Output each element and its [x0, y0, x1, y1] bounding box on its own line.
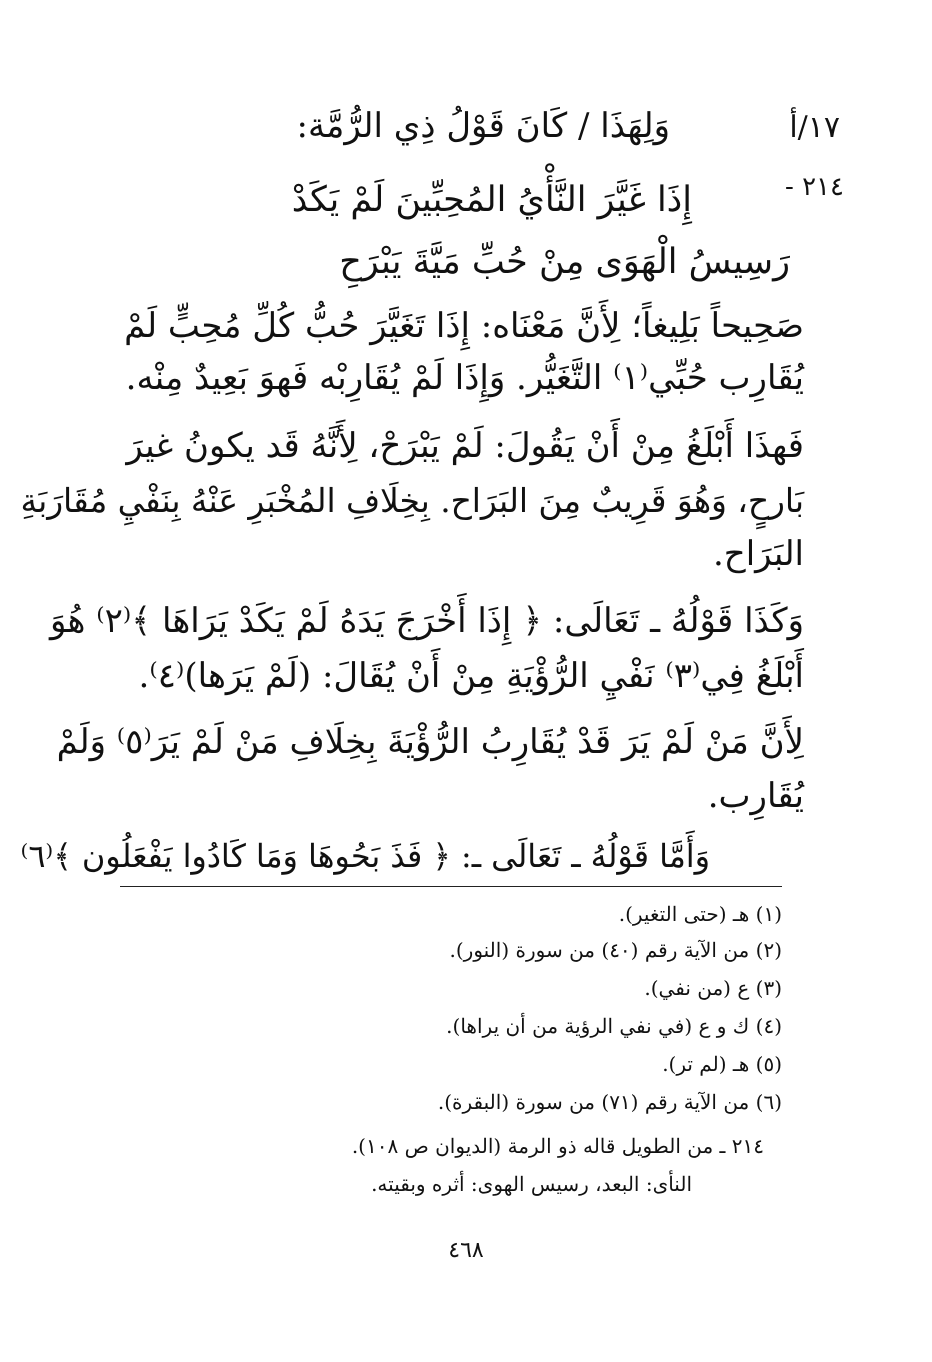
- text-line: وَأَمَّا قَوْلُهُ ـ تَعَالَى ـ: ﴿ فَذَ بَحُوهَا وَمَا كَادُوا يَفْعَلُون ﴾⁽٦⁾: [20, 838, 710, 875]
- footnote: (٢) من الآية رقم (٤٠) من سورة (النور).: [449, 938, 782, 962]
- footnote: (٥) هـ (لم تر).: [662, 1052, 782, 1076]
- text-line: بَارحٍ، وَهُوَ قَرِيبٌ مِنَ البَرَاح. بِخِلَافِ المُخْبَرِ عَنْهُ بِنَفْيِ مُقَارَبَةِ: [20, 482, 804, 520]
- footnote: النأى: البعد، رسيس الهوى: أثره وبقيته.: [371, 1172, 692, 1196]
- footnote: ٢١٤ ـ من الطويل قاله ذو الرمة (الديوان ص ١٠٨).: [351, 1134, 764, 1158]
- text-line: وَلِهَذَا / كَانَ قَوْلُ ذِي الرُّمَّة:: [296, 106, 670, 146]
- footnote: (٦) من الآية رقم (٧١) من سورة (البقرة).: [437, 1090, 782, 1114]
- text-line: وَكَذَا قَوْلُهُ ـ تَعَالَى: ﴿ إِذَا أَخْرَجَ يَدَهُ لَمْ يَكَدْ يَرَاهَا ﴾⁽٢⁾ هُوَ: [49, 601, 804, 641]
- verse-second-hemistich: رَسِيسُ الْهَوَى مِنْ حُبِّ مَيَّةَ يَبْرَحِ: [339, 242, 790, 282]
- text-line: صَحِيحاً بَلِيغاً؛ لِأَنَّ مَعْنَاه: إِذَا تَغَيَّرَ حُبُّ كُلِّ مُحِبٍّ لَمْ: [124, 306, 804, 346]
- text-line: لِأَنَّ مَنْ لَمْ يَرَ قَدْ يُقَارِبُ الرُّؤْيَةَ بِخِلَافِ مَنْ لَمْ يَرَ⁽٥⁾ وَلَمْ: [56, 722, 804, 762]
- footnote: (١) هـ (حتى التغير).: [618, 902, 782, 926]
- verse-first-hemistich: إِذَا غَيَّرَ النَّأْيُ المُحِبِّينَ لَمْ يَكَدْ: [291, 180, 692, 220]
- text-line: أَبْلَغُ فِي⁽٣⁾ نَفْيِ الرُّؤْيَةِ مِنْ أَنْ يُقَالَ: (لَمْ يَرَها)⁽٤⁾.: [138, 656, 804, 696]
- folio-marker: ١٧/أ: [789, 110, 840, 145]
- text-line: فَهذَا أَبْلَغُ مِنْ أَنْ يَقُولَ: لَمْ يَبْرَحْ، لِأَنَّهُ قَد يكونُ غيرَ: [126, 426, 804, 466]
- text-line: يُقَارِب حُبِّي⁽١⁾ التَّغَيُّر. وَإِذَا لَمْ يُقَارِبْه فَهوَ بَعِيدٌ مِنْه.: [125, 358, 804, 398]
- text-line: البَرَاح.: [712, 534, 804, 574]
- footnote-divider: [120, 886, 782, 887]
- text-line: يُقَارِب.: [707, 776, 804, 816]
- footnote: (٣) ع (من نفي).: [644, 976, 782, 1000]
- verse-number-marker: ٢١٤ -: [785, 172, 844, 202]
- page-number: ٤٦٨: [448, 1238, 484, 1263]
- footnote: (٤) ك و ع (في نفي الرؤية من أن يراها).: [446, 1014, 782, 1038]
